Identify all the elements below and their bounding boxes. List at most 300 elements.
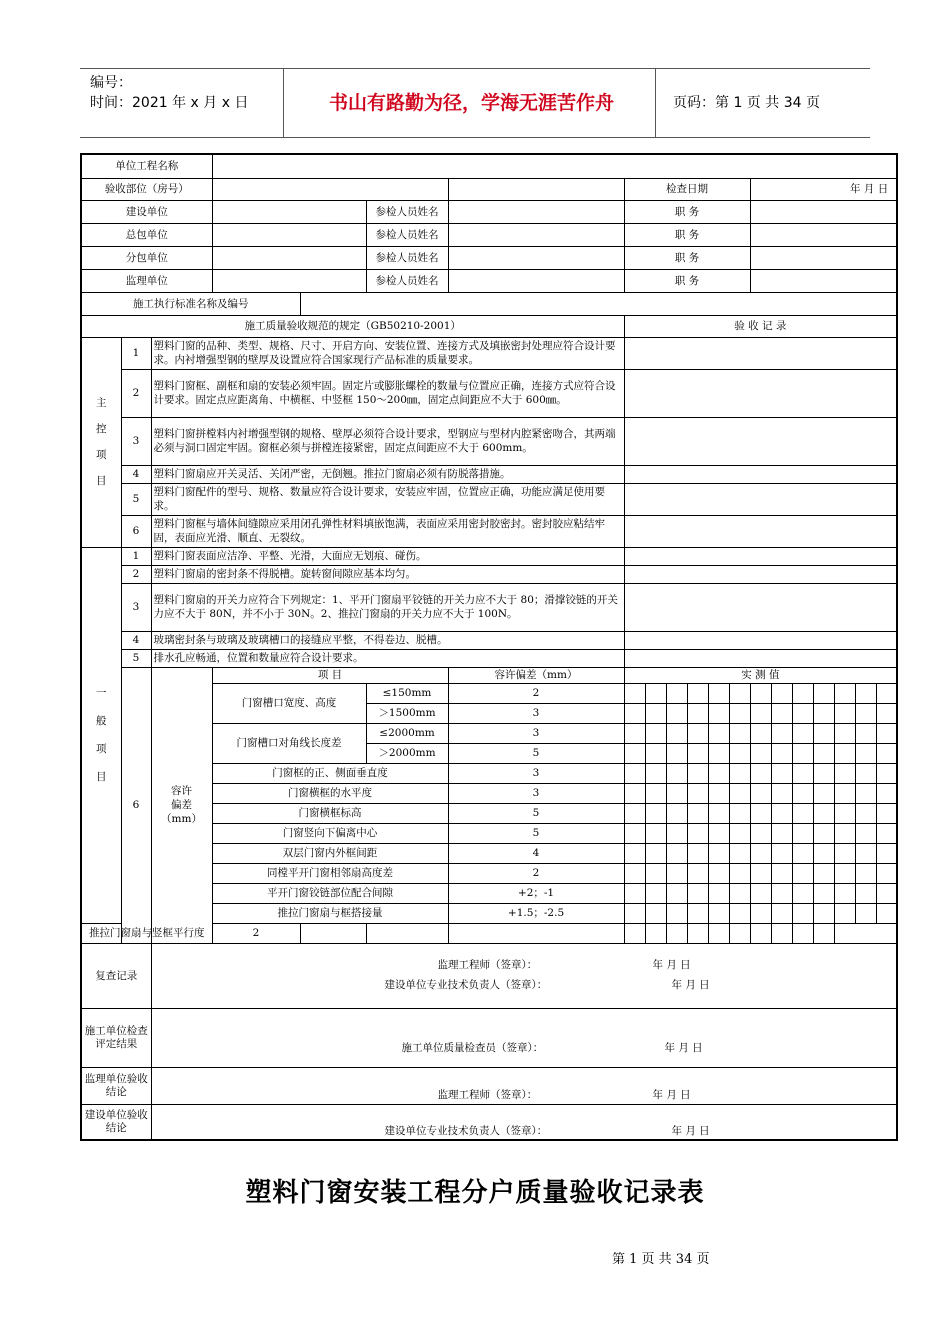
group2-label: 门窗槽口对角线长度差 (212, 723, 366, 763)
main-item-record[interactable] (624, 369, 897, 417)
measure-cell[interactable] (876, 823, 897, 843)
main-item-no: 2 (121, 369, 151, 417)
measure-cell[interactable] (687, 803, 708, 823)
measure-cell[interactable] (792, 903, 813, 923)
measure-cell[interactable] (729, 723, 750, 743)
main-items-label: 主 控 项 目 (81, 337, 121, 547)
measure-cell[interactable] (750, 923, 771, 943)
unit-value-3[interactable] (212, 269, 366, 292)
measure-cell[interactable] (855, 823, 876, 843)
measure-cell[interactable] (792, 823, 813, 843)
measure-cell[interactable] (750, 723, 771, 743)
measure-cell[interactable] (729, 823, 750, 843)
header-motto: 书山有路勤为径，学海无涯苦作舟 (328, 92, 614, 114)
measure-cell[interactable] (687, 863, 708, 883)
measure-cell[interactable] (666, 683, 687, 703)
general-item-record[interactable] (624, 583, 897, 631)
measure-cell[interactable] (624, 783, 645, 803)
measure-cell[interactable] (624, 723, 645, 743)
tol-item: 同樘平开门窗相邻扇高度差 (212, 863, 448, 883)
measure-cell[interactable] (750, 823, 771, 843)
unit-label-0: 建设单位 (81, 200, 212, 223)
main-item-no: 1 (121, 337, 151, 369)
tol-val: 3 (448, 763, 624, 783)
measure-cell[interactable] (750, 743, 771, 763)
inspection-part-label: 验收部位（房号） (81, 178, 212, 200)
measure-cell[interactable] (855, 723, 876, 743)
measure-cell[interactable] (792, 803, 813, 823)
main-item-no: 4 (121, 465, 151, 483)
main-item-no: 3 (121, 417, 151, 465)
page-footer: 第 1 页 共 34 页 (612, 1252, 710, 1267)
measure-cell[interactable] (687, 763, 708, 783)
measure-cell[interactable] (750, 783, 771, 803)
unit-value-0[interactable] (212, 200, 366, 223)
person-value-0[interactable] (448, 200, 624, 223)
measure-cell[interactable] (708, 803, 729, 823)
measure-cell[interactable] (834, 723, 855, 743)
measure-cell[interactable] (792, 863, 813, 883)
main-item-record[interactable] (624, 417, 897, 465)
tolerance-col-tol: 容许偏差（mm） (448, 667, 624, 683)
supervisor-signer: 监理工程师（签章）： (437, 1088, 538, 1101)
measure-cell[interactable] (624, 703, 645, 723)
measure-cell[interactable] (876, 803, 897, 823)
inspection-part-extra[interactable] (448, 178, 624, 200)
measure-cell[interactable] (771, 683, 792, 703)
measure-cell[interactable] (624, 803, 645, 823)
measure-cell[interactable] (708, 903, 729, 923)
spec-label: 施工质量验收规范的规定（GB50210-2001） (81, 315, 624, 337)
group2-val: 5 (448, 743, 624, 763)
measure-cell[interactable] (729, 763, 750, 783)
review-label: 复查记录 (81, 943, 151, 1008)
measure-cell[interactable] (448, 923, 624, 943)
general-item-record[interactable] (624, 565, 897, 583)
measure-cell[interactable] (645, 723, 666, 743)
measure-cell[interactable] (876, 883, 897, 903)
measure-cell[interactable] (792, 683, 813, 703)
measure-cell[interactable] (687, 683, 708, 703)
measure-cell[interactable] (687, 823, 708, 843)
supervisor-label: 监理单位验收结论 (81, 1067, 151, 1104)
general-items-label: 一 般 项 目 (81, 547, 121, 923)
general-item-text: 塑料门窗扇的开关力应符合下列规定：1、平开门窗扇平铰链的开关力应不大于 80；滑撑铰链的开关力应不大于 80N，并不小于 30N。2、推拉门窗扇的开关力应不大于 100N。 (151, 583, 624, 631)
measure-cell[interactable] (624, 923, 645, 943)
measure-cell[interactable] (666, 763, 687, 783)
measure-cell[interactable] (666, 903, 687, 923)
measure-cell[interactable] (813, 923, 834, 943)
measure-cell[interactable] (687, 923, 708, 943)
group2-val: 3 (448, 723, 624, 743)
document-title: 塑料门窗安装工程分户质量验收记录表 (245, 1178, 705, 1208)
group1-cond: ＞1500mm (366, 703, 448, 723)
measure-cell[interactable] (855, 743, 876, 763)
measure-cell[interactable] (813, 903, 834, 923)
measure-cell[interactable] (624, 743, 645, 763)
measure-cell[interactable] (792, 843, 813, 863)
owner-label: 建设单位验收结论 (81, 1104, 151, 1140)
measure-cell[interactable] (624, 843, 645, 863)
standard-label: 施工执行标准名称及编号 (81, 292, 300, 315)
measure-cell[interactable] (729, 743, 750, 763)
measure-cell[interactable] (855, 803, 876, 823)
tol-item: 推拉门窗扇与框搭接量 (212, 903, 448, 923)
measure-cell[interactable] (771, 903, 792, 923)
measure-cell[interactable] (687, 903, 708, 923)
tol-val: 5 (448, 803, 624, 823)
standard-value[interactable] (300, 292, 897, 315)
measure-cell[interactable] (750, 763, 771, 783)
unit-label-2: 分包单位 (81, 246, 212, 269)
supervisor-date: 年 月 日 (652, 1088, 691, 1101)
main-item-text: 塑料门窗框、副框和扇的安装必须牢固。固定片或膨胀螺栓的数量与位置应正确，连接方式应符合设计要求。固定点应距离角、中横框、中竖框 150～200㎜，固定点间距应不大于 600㎜。 (151, 369, 624, 417)
measure-cell[interactable] (813, 783, 834, 803)
main-item-record[interactable] (624, 465, 897, 483)
measure-cell[interactable] (876, 863, 897, 883)
measure-cell[interactable] (771, 803, 792, 823)
general-item-no: 1 (121, 547, 151, 565)
measure-cell[interactable] (687, 703, 708, 723)
inspection-date-value[interactable]: 年 月 日 (750, 178, 897, 200)
contractor-signer: 施工单位质量检查员（签章）： (401, 1041, 544, 1054)
measure-cell[interactable] (771, 883, 792, 903)
measure-cell[interactable] (708, 703, 729, 723)
measure-cell[interactable] (771, 743, 792, 763)
measure-cell[interactable] (792, 883, 813, 903)
contractor-label: 施工单位检查评定结果 (81, 1008, 151, 1067)
review-date-1: 年 月 日 (652, 958, 691, 971)
measure-cell[interactable] (645, 903, 666, 923)
measure-cell[interactable] (834, 683, 855, 703)
measure-cell[interactable] (876, 683, 897, 703)
main-item-no: 5 (121, 483, 151, 515)
tolerance-item-no: 6 (121, 667, 151, 943)
main-item-text: 塑料门窗拼樘料内衬增强型钢的规格、壁厚必须符合设计要求，型钢应与型材内腔紧密吻合，其两端必须与洞口固定牢固。窗框必须与拼樘连接紧密，固定点间距应不大于 600mm。 (151, 417, 624, 465)
measure-cell[interactable] (855, 683, 876, 703)
unit-label-3: 监理单位 (81, 269, 212, 292)
main-item-text: 塑料门窗的品种、类型、规格、尺寸、开启方向、安装位置、连接方式及填嵌密封处理应符合设计要求。内衬增强型钢的壁厚及设置应符合国家现行产品标准的质量要求。 (151, 337, 624, 369)
measure-cell[interactable] (771, 723, 792, 743)
header-page-info: 页码：第 1 页 共 34 页 (673, 95, 820, 111)
measure-cell[interactable] (876, 743, 897, 763)
measure-cell[interactable] (624, 823, 645, 843)
measure-cell[interactable] (645, 683, 666, 703)
general-item-no: 3 (121, 583, 151, 631)
tol-item: 门窗横框的水平度 (212, 783, 448, 803)
tol-val: 4 (448, 843, 624, 863)
tol-val: +2；-1 (448, 883, 624, 903)
measure-cell[interactable] (645, 883, 666, 903)
main-item-record[interactable] (624, 515, 897, 547)
review-signer-2: 建设单位专业技术负责人（签章）： (384, 978, 548, 991)
supervisor-body[interactable] (151, 1067, 897, 1104)
time-label: 时间：2021 年 x 月 x 日 (90, 95, 249, 111)
tolerance-col-item: 项 目 (212, 667, 448, 683)
measure-cell[interactable] (750, 683, 771, 703)
measure-cell[interactable] (666, 703, 687, 723)
measure-cell[interactable] (855, 843, 876, 863)
measure-cell[interactable] (813, 723, 834, 743)
measure-cell[interactable] (645, 743, 666, 763)
measure-cell[interactable] (645, 783, 666, 803)
measure-cell[interactable] (624, 683, 645, 703)
measure-cell[interactable] (834, 863, 855, 883)
main-item-text: 塑料门窗框与墙体间缝隙应采用闭孔弹性材料填嵌饱满，表面应采用密封胶密封。密封胶应粘结牢固，表面应光滑、顺直、无裂纹。 (151, 515, 624, 547)
project-name-label: 单位工程名称 (81, 154, 212, 178)
measure-cell[interactable] (834, 743, 855, 763)
tol-item: 门窗竖向下偏离中心 (212, 823, 448, 843)
measure-cell[interactable] (687, 843, 708, 863)
duty-label-2: 职 务 (624, 246, 750, 269)
measure-cell[interactable] (666, 843, 687, 863)
general-item-record[interactable] (624, 631, 897, 649)
measure-cell[interactable] (708, 823, 729, 843)
measure-cell[interactable] (855, 703, 876, 723)
general-item-text: 排水孔应畅通，位置和数量应符合设计要求。 (151, 649, 624, 667)
measure-cell[interactable] (750, 803, 771, 823)
duty-value-2[interactable] (750, 246, 897, 269)
measure-cell[interactable] (876, 843, 897, 863)
measure-cell[interactable] (708, 863, 729, 883)
measure-cell[interactable] (300, 923, 366, 943)
measure-cell[interactable] (729, 843, 750, 863)
person-label-3: 参检人员姓名 (366, 269, 448, 292)
measure-cell[interactable] (708, 743, 729, 763)
measure-cell[interactable] (624, 763, 645, 783)
measure-cell[interactable] (645, 843, 666, 863)
measure-cell[interactable] (666, 923, 687, 943)
person-value-1[interactable] (448, 223, 624, 246)
main-item-no: 6 (121, 515, 151, 547)
unit-value-1[interactable] (212, 223, 366, 246)
duty-label-1: 职 务 (624, 223, 750, 246)
review-body[interactable] (151, 943, 897, 1008)
measure-cell[interactable] (624, 863, 645, 883)
measure-cell[interactable] (771, 843, 792, 863)
measure-cell[interactable] (876, 703, 897, 723)
measure-cell[interactable] (645, 863, 666, 883)
general-item-text: 玻璃密封条与玻璃及玻璃槽口的接缝应平整，不得卷边、脱槽。 (151, 631, 624, 649)
measure-cell[interactable] (729, 883, 750, 903)
unit-value-2[interactable] (212, 246, 366, 269)
group1-label: 门窗槽口宽度、高度 (212, 683, 366, 723)
measure-cell[interactable] (729, 863, 750, 883)
measure-cell[interactable] (750, 843, 771, 863)
tol-val: 2 (448, 863, 624, 883)
inspection-part-value[interactable] (212, 178, 448, 200)
measure-cell[interactable] (624, 903, 645, 923)
general-item-no: 2 (121, 565, 151, 583)
tol-item: 平开门窗铰链部位配合间隙 (212, 883, 448, 903)
unit-label-1: 总包单位 (81, 223, 212, 246)
measure-cell[interactable] (645, 823, 666, 843)
owner-date: 年 月 日 (671, 1124, 710, 1137)
measure-cell[interactable] (687, 883, 708, 903)
measure-cell[interactable] (813, 743, 834, 763)
measure-cell[interactable] (813, 803, 834, 823)
measure-cell[interactable] (855, 903, 876, 923)
measure-cell[interactable] (771, 823, 792, 843)
duty-value-0[interactable] (750, 200, 897, 223)
general-item-record[interactable] (624, 649, 897, 667)
measure-cell[interactable] (750, 863, 771, 883)
measure-cell[interactable] (792, 763, 813, 783)
measure-cell[interactable] (645, 763, 666, 783)
measure-cell[interactable] (708, 723, 729, 743)
measure-cell[interactable] (855, 883, 876, 903)
general-item-text: 塑料门窗扇的密封条不得脱槽。旋转窗间隙应基本均匀。 (151, 565, 624, 583)
tolerance-col-measured: 实 测 值 (624, 667, 897, 683)
tol-item: 门窗框的正、侧面垂直度 (212, 763, 448, 783)
measure-cell[interactable] (708, 783, 729, 803)
measure-cell[interactable] (834, 903, 855, 923)
measure-cell[interactable] (855, 783, 876, 803)
person-label-2: 参检人员姓名 (366, 246, 448, 269)
measure-cell[interactable] (792, 923, 813, 943)
measure-cell[interactable] (729, 923, 750, 943)
measure-cell[interactable] (792, 783, 813, 803)
measure-cell[interactable] (771, 783, 792, 803)
measure-cell[interactable] (666, 823, 687, 843)
measure-cell[interactable] (834, 703, 855, 723)
project-name-value[interactable] (212, 154, 897, 178)
owner-body[interactable] (151, 1104, 897, 1140)
duty-value-1[interactable] (750, 223, 897, 246)
general-item-no: 4 (121, 631, 151, 649)
measure-cell[interactable] (666, 723, 687, 743)
owner-signer: 建设单位专业技术负责人（签章）： (384, 1124, 548, 1137)
measure-cell[interactable] (813, 863, 834, 883)
group1-cond: ≤150mm (366, 683, 448, 703)
measure-cell[interactable] (771, 763, 792, 783)
measure-cell[interactable] (666, 743, 687, 763)
general-item-record[interactable] (624, 547, 897, 565)
measure-cell[interactable] (708, 683, 729, 703)
person-label-0: 参检人员姓名 (366, 200, 448, 223)
general-item-no: 5 (121, 649, 151, 667)
measure-cell[interactable] (708, 923, 729, 943)
review-date-2: 年 月 日 (671, 978, 710, 991)
measure-cell[interactable] (792, 743, 813, 763)
person-value-3[interactable] (448, 269, 624, 292)
measure-cell[interactable] (876, 763, 897, 783)
measure-cell[interactable] (687, 743, 708, 763)
main-item-record[interactable] (624, 337, 897, 369)
measure-cell[interactable] (792, 703, 813, 723)
measure-cell[interactable] (750, 903, 771, 923)
measure-cell[interactable] (729, 683, 750, 703)
measure-cell[interactable] (813, 683, 834, 703)
measure-cell[interactable] (666, 883, 687, 903)
group2-cond: ≤2000mm (366, 723, 448, 743)
measure-cell[interactable] (708, 763, 729, 783)
measure-cell[interactable] (792, 723, 813, 743)
measure-cell[interactable] (834, 803, 855, 823)
measure-cell[interactable] (366, 923, 448, 943)
measure-cell[interactable] (876, 783, 897, 803)
measure-cell[interactable] (813, 843, 834, 863)
group1-val: 2 (448, 683, 624, 703)
measure-cell[interactable] (813, 883, 834, 903)
main-item-record[interactable] (624, 483, 897, 515)
group2-cond: ＞2000mm (366, 743, 448, 763)
measure-cell[interactable] (729, 703, 750, 723)
duty-label-0: 职 务 (624, 200, 750, 223)
measure-cell[interactable] (645, 923, 666, 943)
tol-val: 5 (448, 823, 624, 843)
measure-cell[interactable] (771, 923, 792, 943)
tol-item: 双层门窗内外框间距 (212, 843, 448, 863)
measure-cell[interactable] (771, 863, 792, 883)
measure-cell[interactable] (666, 803, 687, 823)
measure-cell[interactable] (834, 823, 855, 843)
measure-cell[interactable] (855, 863, 876, 883)
measure-cell[interactable] (750, 883, 771, 903)
measure-cell[interactable] (729, 903, 750, 923)
measure-cell[interactable] (834, 883, 855, 903)
tol-item: 门窗横框标高 (212, 803, 448, 823)
duty-value-3[interactable] (750, 269, 897, 292)
measure-cell[interactable] (708, 843, 729, 863)
measure-cell[interactable] (624, 883, 645, 903)
measure-cell[interactable] (876, 723, 897, 743)
tol-val: 3 (448, 783, 624, 803)
measure-cell[interactable] (834, 763, 855, 783)
measure-cell[interactable] (666, 783, 687, 803)
measure-cell[interactable] (834, 843, 855, 863)
measure-cell[interactable] (708, 883, 729, 903)
measure-cell[interactable] (771, 703, 792, 723)
contractor-date: 年 月 日 (664, 1041, 703, 1054)
header-left (90, 73, 248, 113)
measure-cell[interactable] (813, 703, 834, 723)
inspection-date-label: 检查日期 (624, 178, 750, 200)
tol-item: 推拉门窗扇与竖框平行度 (81, 923, 212, 943)
measure-cell[interactable] (687, 783, 708, 803)
tol-row (81, 923, 897, 943)
group1-val: 3 (448, 703, 624, 723)
measure-cell[interactable] (813, 823, 834, 843)
page-header (80, 68, 870, 138)
measure-cell[interactable] (855, 763, 876, 783)
tol-val: +1.5；-2.5 (448, 903, 624, 923)
contractor-body[interactable] (151, 1008, 897, 1067)
person-label-1: 参检人员姓名 (366, 223, 448, 246)
person-value-2[interactable] (448, 246, 624, 269)
full-table (80, 153, 898, 1141)
measure-cell[interactable] (645, 803, 666, 823)
general-item-text: 塑料门窗表面应洁净、平整、光滑，大面应无划痕、碰伤。 (151, 547, 624, 565)
measure-cell[interactable] (834, 783, 855, 803)
measure-cell[interactable] (666, 863, 687, 883)
tol-val: 2 (212, 923, 300, 943)
main-item-text: 塑料门窗配件的型号、规格、数量应符合设计要求，安装应牢固，位置应正确，功能应满足使用要求。 (151, 483, 624, 515)
measure-cell[interactable] (729, 803, 750, 823)
duty-label-3: 职 务 (624, 269, 750, 292)
measure-cell[interactable] (645, 703, 666, 723)
measure-cell[interactable] (876, 903, 897, 923)
measure-cell[interactable] (750, 703, 771, 723)
measure-cell[interactable] (729, 783, 750, 803)
main-item-text: 塑料门窗扇应开关灵活、关闭严密，无倒翘。推拉门窗扇必须有防脱落措施。 (151, 465, 624, 483)
review-signer-1: 监理工程师（签章）： (437, 958, 538, 971)
code-label: 编号： (90, 75, 132, 91)
tolerance-label: 容许 偏差 （mm） (151, 667, 212, 943)
record-label: 验 收 记 录 (624, 315, 897, 337)
measure-cell[interactable] (813, 763, 834, 783)
measure-cell[interactable] (687, 723, 708, 743)
